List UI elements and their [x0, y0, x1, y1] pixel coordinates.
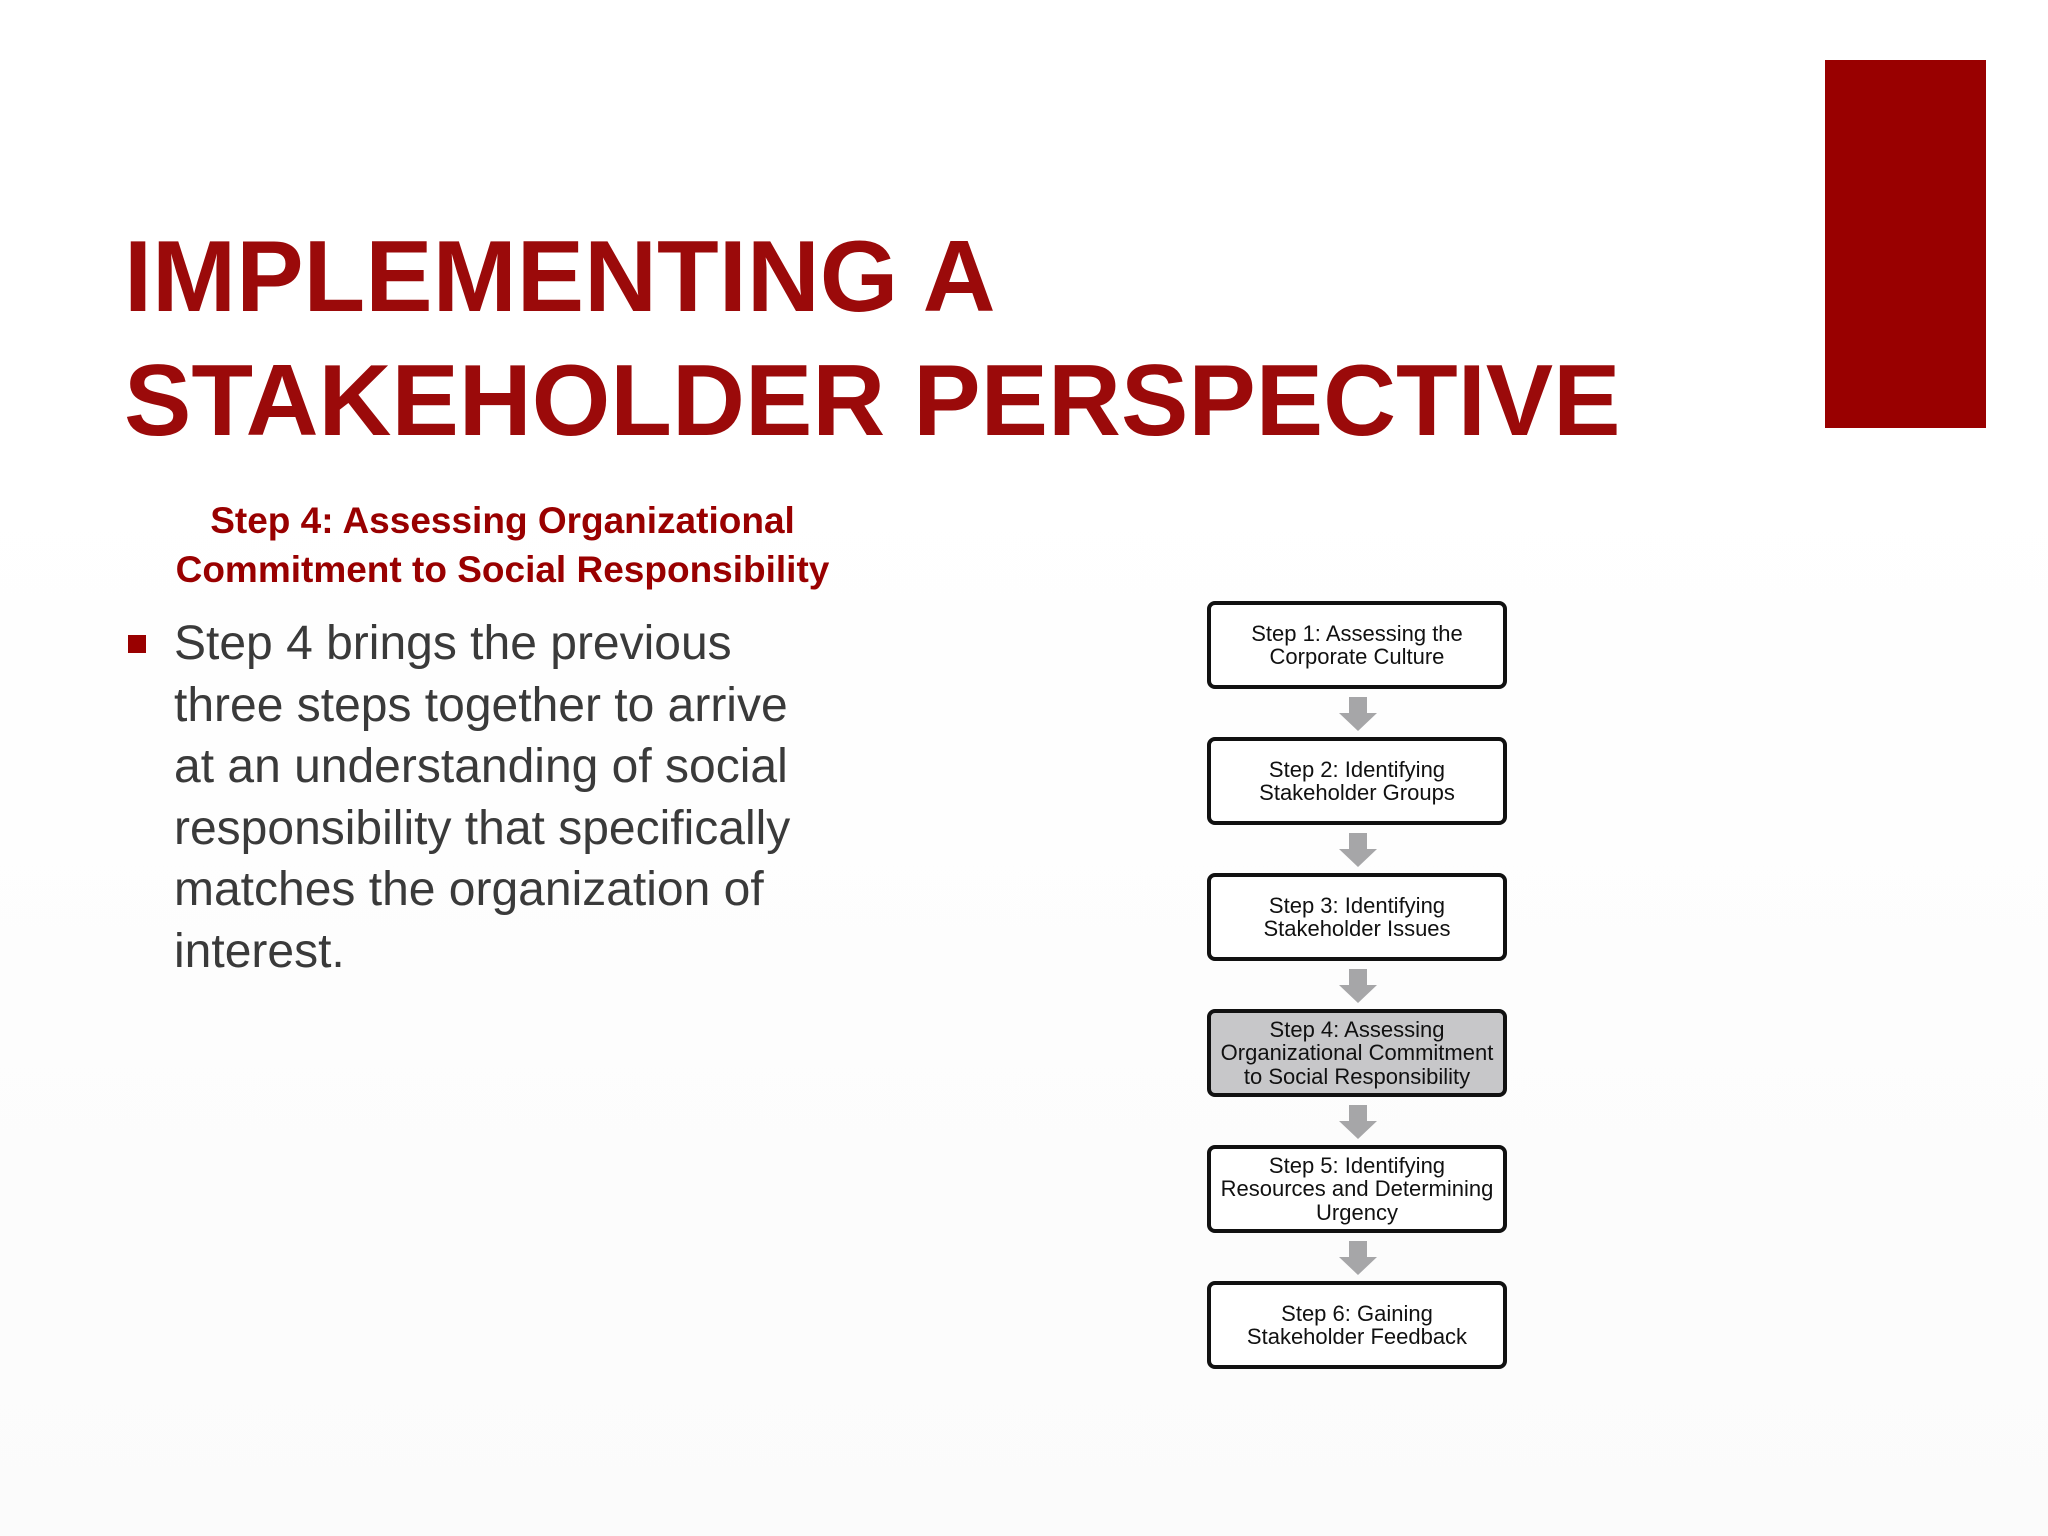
flow-step-2: [1207, 737, 1507, 825]
flow-step-1-line: Step 1: Assessing the: [1251, 620, 1463, 646]
subtitle-line-2: Commitment to Social Responsibility: [175, 549, 830, 590]
flow-step-5-line: Resources and Determining: [1220, 1176, 1494, 1202]
title-line-2: STAKEHOLDER PERSPECTIVE: [124, 345, 1621, 457]
flow-step-6-line: Step 6: Gaining: [1281, 1300, 1433, 1326]
flow-step-2-line: Step 2: Identifying: [1268, 756, 1446, 782]
bullet-line: three steps together to arrive: [174, 678, 788, 732]
flow-step-4-line: to Social Responsibility: [1243, 1063, 1471, 1089]
flow-step-6-line: Stakeholder Feedback: [1246, 1324, 1468, 1349]
flow-step-3-line: Stakeholder Issues: [1263, 916, 1451, 941]
flow-step-5-line: Urgency: [1316, 1199, 1398, 1225]
down-arrow-icon: [1339, 833, 1377, 867]
bullet-line: responsibility that specifically: [174, 801, 791, 855]
flow-step-4-highlighted: [1207, 1009, 1507, 1097]
down-arrow-icon: [1339, 1105, 1377, 1139]
flow-step-3-line: Step 3: Identifying: [1268, 892, 1446, 918]
down-arrow-icon: [1339, 1241, 1377, 1275]
bullet-line: matches the organization of: [174, 863, 764, 916]
flow-step-4-line: Organizational Commitment: [1220, 1040, 1494, 1066]
flow-step-1-line: Corporate Culture: [1269, 644, 1445, 669]
down-arrow-icon: [1339, 697, 1377, 731]
title-line-1: IMPLEMENTING A: [124, 221, 996, 333]
bullet-line: interest.: [174, 924, 345, 978]
subtitle-line-1: Step 4: Assessing Organizational: [210, 500, 795, 541]
flow-step-5: [1207, 1145, 1507, 1233]
flow-step-2-line: Stakeholder Groups: [1259, 780, 1455, 805]
bullet-line: Step 4 brings the previous: [174, 617, 732, 670]
flow-step-3: [1207, 873, 1507, 961]
flow-step-4-line: Step 4: Assessing: [1269, 1016, 1445, 1042]
flow-step-6: [1207, 1281, 1507, 1369]
flow-step-1: [1207, 601, 1507, 689]
down-arrow-icon: [1339, 969, 1377, 1003]
bullet-line: at an understanding of social: [174, 740, 788, 793]
flow-step-5-line: Step 5: Identifying: [1268, 1152, 1446, 1178]
